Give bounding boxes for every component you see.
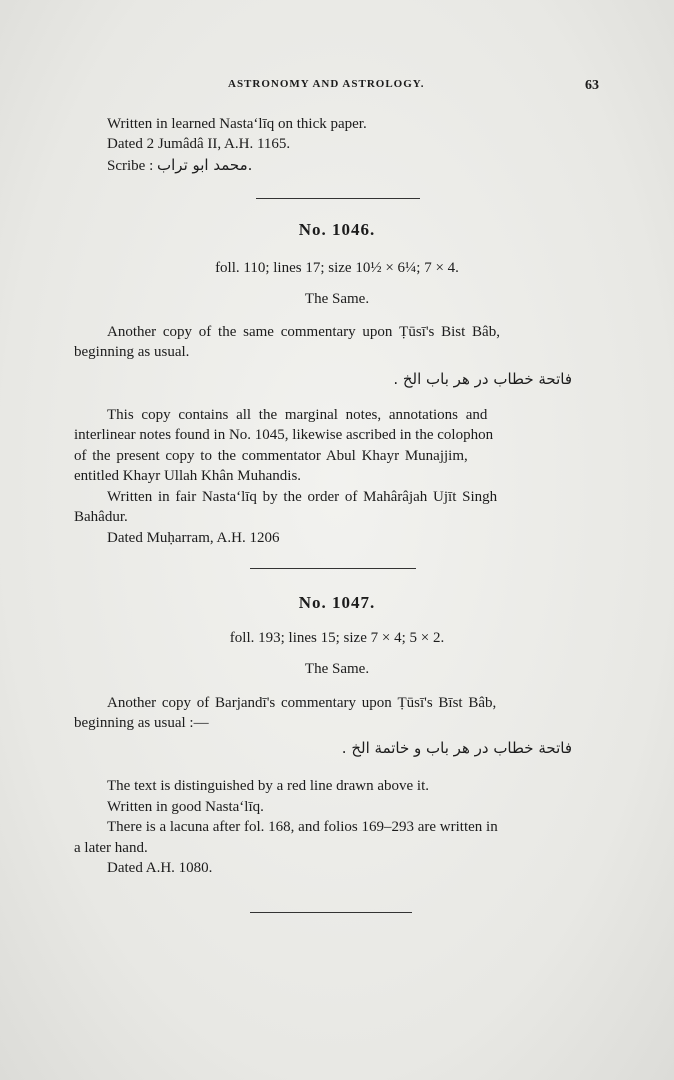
entry-1046-p1-l1: Another copy of the same commentary upon Ṭūsī's Bist Bâb, <box>107 324 500 340</box>
entry-1046-p2-l3: of the present copy to the commentator Abul Khayr Munajjim, <box>74 448 468 464</box>
entry-1047-incipit: فاتحة خطاب در هر باب و خاتمة الخ . <box>341 739 572 757</box>
entry-1046-incipit: فاتحة خطاب در هر باب الخ . <box>393 370 572 388</box>
scribe-name: محمد ابو تراب. <box>157 156 253 174</box>
entry-1047-p2: The text is distinguished by a red line drawn above it. <box>107 778 430 794</box>
entry-1047-p5: Dated A.H. 1080. <box>107 860 213 876</box>
entry-1046-p3-l2: Bahâdur. <box>74 509 128 525</box>
separator-rule <box>250 568 416 569</box>
entry-1047-p1-l1: Another copy of Barjandī's commentary upon Ṭūsī's Bīst Bâb, <box>107 695 497 711</box>
entry-1046-p3-l1: Written in fair Nasta‘līq by the order of Mahârâjah Ujīt Singh <box>107 489 498 505</box>
entry-1046-p4: Dated Muḥarram, A.H. 1206 <box>107 530 280 546</box>
entry-1047-same: The Same. <box>304 661 370 677</box>
entry-1046-p1-l2: beginning as usual. <box>74 344 190 360</box>
running-title: ASTRONOMY AND ASTROLOGY. <box>228 78 425 90</box>
entry-1046-p2-l2: interlinear notes found in No. 1045, likewise ascribed in the colophon <box>74 427 494 443</box>
entry-1046-p2-l4: entitled Khayr Ullah Khân Muhandis. <box>74 468 302 484</box>
entry-1047-p3: Written in good Nasta‘līq. <box>107 799 264 815</box>
page-number: 63 <box>585 78 599 93</box>
entry-1047-p4-l2: a later hand. <box>74 840 148 856</box>
entry-number-1046: No. 1046. <box>298 220 376 239</box>
separator-rule <box>250 912 412 913</box>
entry-number-1047: No. 1047. <box>298 593 376 612</box>
entry-1047-p4-l1: There is a lacuna after fol. 168, and folios 169–293 are written in <box>107 819 498 835</box>
prev-entry-line2: Dated 2 Jumâdâ II, A.H. 1165. <box>107 136 291 152</box>
prev-entry-line1: Written in learned Nasta‘līq on thick paper. <box>107 116 367 132</box>
scribe-label: Scribe : <box>107 158 154 174</box>
entry-1046-p2-l1: This copy contains all the marginal notes, annotations and <box>107 407 488 423</box>
entry-1046-same: The Same. <box>304 291 370 307</box>
entry-1047-meta: foll. 193; lines 15; size 7 × 4; 5 × 2. <box>229 630 445 646</box>
separator-rule <box>256 198 420 199</box>
entry-1047-p1-l2: beginning as usual :— <box>74 715 209 731</box>
prev-entry-scribe <box>107 155 252 176</box>
entry-1046-meta: foll. 110; lines 17; size 10½ × 6¼; 7 × 4. <box>215 260 459 276</box>
